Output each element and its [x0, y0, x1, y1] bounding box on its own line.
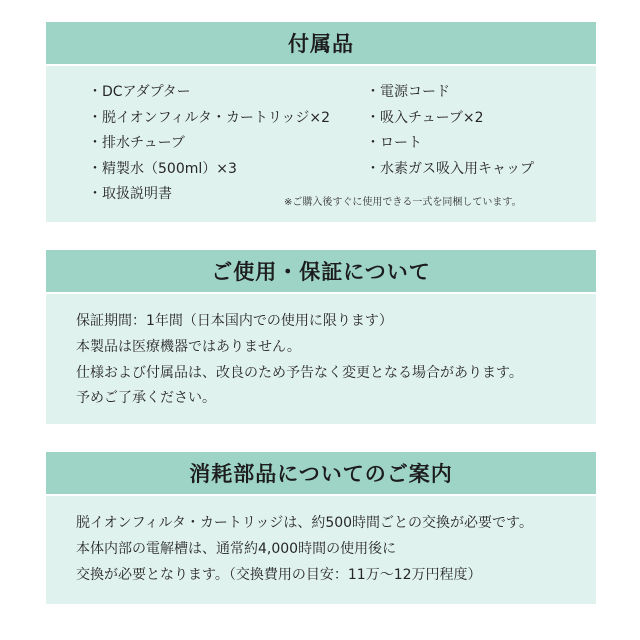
consumables-line: 本体内部の電解槽は、通常約4,000時間の使用後に: [76, 540, 397, 557]
list-item: ・精製水（500ml）×3: [88, 160, 237, 177]
warranty-line: 保証期間：1年間（日本国内での使用に限ります）: [76, 313, 393, 329]
accessories-list-right: [366, 80, 534, 182]
warranty-title: ご使用・保証について: [211, 260, 431, 284]
accessories-header: [46, 22, 596, 66]
accessories-note: ※ご購入後すぐに使用できる一式を同梱しています。: [284, 197, 522, 208]
warranty-line: 予めご了承ください。: [76, 390, 216, 407]
warranty-section: [46, 250, 596, 424]
consumables-title: 消耗部品についてのご案内: [189, 462, 453, 486]
consumables-line: 脱イオンフィルタ・カートリッジは、約500時間ごとの交換が必要です。: [76, 515, 533, 531]
warranty-line: 仕様および付属品は、改良のため予告なく変更となる場合があります。: [76, 364, 523, 381]
consumables-line: 交換が必要となります。（交換費用の目安：11万〜12万円程度）: [76, 566, 482, 583]
list-item: ・取扱説明書: [88, 186, 172, 203]
list-item: ・吸入チューブ×2: [366, 109, 484, 126]
consumables-section: [46, 452, 596, 604]
list-item: ・ロート: [366, 135, 422, 152]
accessories-section: [46, 22, 596, 222]
warranty-body: [46, 294, 596, 412]
warranty-line: 本製品は医療機器ではありません。: [76, 338, 301, 355]
consumables-header: [46, 452, 596, 496]
list-item: ・排水チューブ: [88, 135, 185, 152]
accessories-body: [46, 66, 596, 222]
warranty-header: [46, 250, 596, 294]
list-item: ・DCアダプター: [88, 84, 191, 100]
accessories-list-left: [88, 80, 330, 208]
consumables-body: [46, 496, 596, 588]
accessories-title: 付属品: [288, 32, 354, 56]
list-item: ・脱イオンフィルタ・カートリッジ×2: [88, 109, 330, 126]
list-item: ・電源コード: [366, 84, 450, 100]
list-item: ・水素ガス吸入用キャップ: [366, 160, 534, 177]
